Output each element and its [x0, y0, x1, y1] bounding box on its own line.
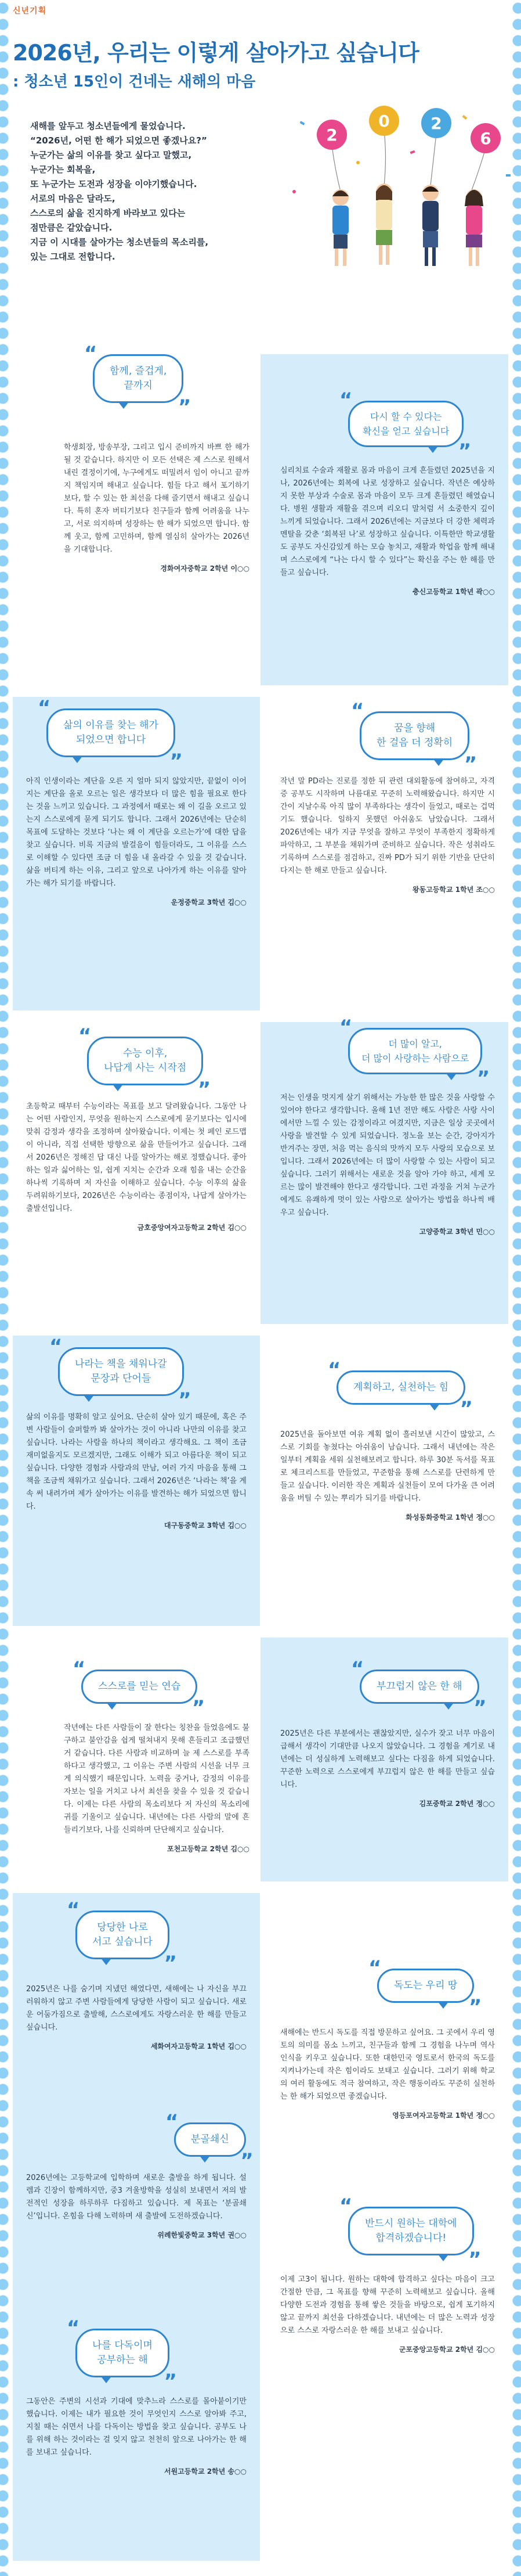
students-balloons-illustration [277, 105, 520, 273]
entry-body [280, 2273, 495, 2354]
quote-line: 더 많이 알고, [388, 1038, 442, 1049]
quote-bubble [67, 2316, 177, 2393]
entry-body [280, 1429, 495, 1522]
open-quote-icon: “ [84, 342, 97, 365]
entry-card [328, 1358, 505, 1420]
quote-line: 반드시 원하는 대학에 [365, 2218, 457, 2229]
quote-line: 문장과 단어들 [91, 1373, 151, 1384]
entry-signature: 경화여자중학교 2학년 이○○ [160, 564, 249, 573]
entry-text: 심리치료 수술과 재활로 몸과 마음이 크게 흔들렸던 2025년을 지나, 2026년에는 회복에 나로 성장하고 싶습니다. 작년은 예상하지 못한 부상과 수술로 몸과 마음이 모두 크게 흔들렸던 해였습니다. 병원 생활과 재활을 겪으며 리오디 말처럼 서 소중한지 깊이 느끼게 되었습니다. 그래서 2026년에는 지금보다 더 강한 체력과 멘탈을 갖춘 ‘회복된 나’로 성장하고 싶습니다. 이특한만 학교생활도 공부도 자신감있게 하는 모습 놓치고, 재활과 학업을 함께 해내며 스스로에게 “나는 다시 할 수 있다”는 확신을 주는 한 해를 만들고 싶습니다. [280, 466, 495, 577]
bubble-tail [437, 2001, 449, 2009]
close-quote-icon: ” [464, 753, 477, 776]
bubble-tail [71, 755, 83, 763]
bubble-tail [443, 1702, 454, 1710]
quote-line: 나를 다독이며 [92, 2340, 153, 2351]
intro-line: 또 누군가는 도전과 성장을 이야기했습니다. [30, 179, 197, 189]
close-quote-icon: ” [178, 1388, 191, 1412]
balloon [317, 120, 347, 150]
quote-bubble [38, 696, 183, 773]
svg-text:6: 6 [480, 129, 491, 148]
entry-body [280, 1728, 495, 1808]
quote-line: 나라는 책을 채워나갈 [75, 1358, 167, 1370]
entry-text: 학생회장, 방송부장, 그리고 입시 준비까지 바쁘 한 해가 될 것 같습니다. 하지만 이 모든 선택은 제 스스로 원해서 내린 결정이기에, 누구에게도 떠밀려서 임이 아니고 끝까지 책임지며 해내고 싶습니다. 힘들 다고 해서 포기하기보다, 할 수 있는 한 최선을 다해 즐기면서 해내고 싶습니다. 특히 혼자 버티기보다 친구들과 함께 어려움을 나누고, 서로 의지하며 성장하는 한 해가 되었으면 합니다. 함께 웃고, 함께 고민하며, 함께 열심히 살아가는 2026년을 기대합니다. [64, 443, 249, 554]
intro-line: 점만큼은 같았습니다. [30, 222, 113, 233]
quote-bubble [78, 1024, 211, 1101]
bubble-tail [429, 1403, 440, 1411]
quote-line: 분골쇄신 [191, 2134, 229, 2145]
entry-text: 2025년은 다른 부분에서는 괜찮았지만, 실수가 잦고 너무 마음이 급해서 생각이 기대만큼 나오지 않았습니다. 그 경험을 계기로 내년에는 더 성실하게 노력해보고 싶다는 다짐을 하게 되었습니다. 꾸준한 노력으로 스스로에게 부끄럽지 않은 한 해를 만들고 싶습니다. [280, 1729, 495, 1789]
bubble-tail [112, 1084, 124, 1091]
close-quote-icon: ” [164, 2370, 177, 2393]
quote-line: 삶의 이유를 찾는 해가 [63, 719, 159, 731]
entry-body [26, 2172, 247, 2240]
open-quote-icon: “ [165, 2110, 179, 2134]
quote-bubble [328, 1358, 473, 1420]
entry-body [280, 775, 495, 894]
bubble-tail [437, 2254, 449, 2261]
intro-line: 새해를 앞두고 청소년들에게 물었습니다. [30, 121, 186, 131]
close-quote-icon: ” [476, 1067, 490, 1090]
entry-body [280, 465, 495, 596]
entry-text: 작년 말 PD라는 진로를 정한 뒤 관련 대외활동에 참여하고, 자격증 공부도 시작하며 나름대로 꾸준히 노력해왔습니다. 하지만 시간이 지날수록 아직 많이 부족하다는 생각이 들었고, 때로는 겁먹기도 했습니다. 일하지 못했던 아쉬움도 남았습니다. 그래서 2026년에는 내가 지금 무엇을 잘하고 무엇이 부족한지 정확하게 파악하고, 그 부분을 채워가며 준비하고 싶습니다. 작은 성취라도 기록하며 스스로를 점검하고, 진짜 PD가 되기 위한 기반을 단단히 다지는 한 해로 만들고 싶습니다. [280, 777, 495, 875]
open-quote-icon: “ [339, 388, 353, 412]
page-subtitle: : 청소년 15인이 건네는 새해의 마음 [13, 73, 256, 91]
quote-line: 다시 할 수 있다는 [370, 411, 442, 422]
entry-text: 새해에는 반드시 독도를 직접 방문하고 싶어요. 그 곳에서 우리 영토의 의미를 몸소 느끼고, 친구들과 함께 그 경험을 나누며 역사 인식을 키우고 싶습니다. 또한 대한민국 영토로서 한국의 독도를 지켜나가는데 작은 힘이라도 보태고 싶습니다. 그러기 위해 학교의 여러 활동에도 적극 참여하고, 작은 행동이라도 꾸준히 실천하는 한 해가 되었으면 좋겠습니다. [280, 2028, 495, 2101]
entry-signature: 충신고등학교 1학년 곽○○ [413, 588, 495, 596]
entry-signature: 서원고등학교 2학년 송○○ [164, 2467, 247, 2476]
bubble-tail [106, 1702, 118, 1710]
open-quote-icon: “ [351, 1657, 364, 1681]
close-quote-icon: ” [460, 1397, 473, 1420]
entry-body [26, 1983, 247, 2051]
bubble-tail [118, 401, 129, 409]
quote-line: 합격하겠습니다! [375, 2232, 447, 2244]
close-quote-icon: ” [164, 1952, 177, 1975]
quote-line: 공부하는 해 [97, 2354, 148, 2366]
open-quote-icon: “ [49, 1335, 63, 1358]
quote-line: 서고 싶습니다 [92, 1936, 153, 1948]
open-quote-icon: “ [78, 1024, 92, 1048]
entry-signature: 위례한빛중학교 3학년 권○○ [157, 2231, 247, 2239]
entry-signature: 포천고등학교 2학년 김○○ [167, 1845, 249, 1853]
entry-text: 초등학교 때부터 수능이라는 목표를 보고 달려왔습니다. 그동안 나는 어떤 사람인지, 무엇을 원하는지 스스로에게 묻기보다는 입시에 맞춰 감정과 생각을 조정하며 살아왔습니다. 이제는 첫 페인 로드맵이 아니라, 직접 선택한 방향으로 삶을 만들어가고 싶습니다. 그래서 2026년은 정해진 답 대신 나를 알아가는 해로 정했습니다. 좋아하는 일과 싫어하는 일, 쉽게 지치는 순간과 오래 힘을 내는 순간을 하나씩 기록하며 저 자신을 이해하고 싶습니다. 수능 이후의 삶을 두려워하기보다, 2026년은 수능이라는 종점이자, 나답게 살아가는 출발선입니다. [26, 1102, 247, 1213]
quote-line: 확신을 얻고 싶습니다 [363, 426, 450, 437]
close-quote-icon: ” [197, 1078, 211, 1101]
entry-card [67, 1898, 249, 1975]
open-quote-icon: “ [339, 2194, 353, 2218]
intro-line: 서로의 마음은 달라도, [30, 193, 115, 204]
quote-line: 스스로를 믿는 연습 [98, 1681, 181, 1692]
intro-paragraph [30, 119, 274, 264]
intro-line: 지금 이 시대를 살아가는 청소년들의 목소리를, [30, 237, 209, 247]
quote-line: 수능 이후, [122, 1048, 168, 1059]
entry-card [339, 388, 505, 463]
close-quote-icon: ” [468, 1995, 482, 2019]
intro-line: 있는 그대로 전합니다. [30, 251, 115, 262]
entry-card [73, 1657, 255, 1719]
quote-line: 끝까지 [124, 380, 153, 391]
close-quote-icon: ” [169, 750, 183, 773]
entry-body [26, 775, 247, 907]
entry-text: 이제 고3이 됩니다. 원하는 대학에 합격하고 싶다는 마음이 크고 간절한 만큼, 그 목표를 향해 꾸준히 노력해보고 싶습니다. 올해 다양한 도전과 경험을 통해 쌓은 것들을 바탕으로, 쉽게 포기하지 않고 끝까지 최선을 다하겠습니다. 내년에는 더 많은 노력과 성장으로 스스로 자랑스러운 한 해를 보내고 싶습니다. [280, 2275, 495, 2335]
quote-bubble [339, 388, 472, 463]
close-quote-icon: ” [458, 440, 472, 463]
entry-card [165, 2110, 255, 2172]
entry-card [64, 342, 255, 419]
quote-bubble [368, 1956, 482, 2019]
open-quote-icon: “ [73, 1657, 86, 1681]
open-quote-icon: “ [38, 696, 51, 719]
close-quote-icon: ” [473, 1696, 487, 1719]
entry-text: 2025년을 돌아보면 여유 계획 없이 흘러보낸 시간이 많았고, 스스로 기회를 놓쳤다는 아쉬움이 남습니다. 그래서 내년에는 작은 일부터 계획을 세워 실천해보려고 합니다. 하루 30분 독서를 목표로 체크리스트를 만들었고, 꾸준함을 통해 스스로를 단련하게 만들고 싶습니다. 이러한 작은 계획과 실천들이 모여 다가올 큰 어려움을 버틸 수 있는 뿌리가 되기를 바랍니다. [280, 1430, 495, 1503]
entry-body [280, 1092, 495, 1236]
entry-card [351, 1657, 505, 1719]
quote-line: 계획하고, 실천하는 힘 [353, 1381, 449, 1393]
close-quote-icon: ” [191, 1696, 205, 1719]
intro-line: 누군가는 회복을, [30, 164, 96, 175]
entry-body [64, 1722, 249, 1854]
entry-text: 삶의 이유를 명확히 알고 싶어요. 단순히 살아 있기 때문에, 혹은 주변 사람들이 슬퍼할까 봐 살아가는 것이 아니라 나만의 이유를 찾고 싶습니다. 나라는 사람을 하나의 책이라고 생각해요. 그 책이 조금 재미없을지도 모르겠지만, 그래도 이해가 되고 아름다운 책이 되고 싶습니다. 다양한 경험과 사람과의 만남, 여러 가지 마음을 통해 그 책을 조금씩 채워가고 싶습니다. 그래서 2026년은 ‘나라는 책’을 계속 써 내려가며 제가 살아가는 이유를 발견하는 해가 되었으면 합니다. [26, 1413, 247, 1511]
entry-signature: 김포중학교 2학년 정○○ [419, 1800, 495, 1808]
entry-signature: 고양중학교 3학년 민○○ [419, 1228, 495, 1236]
open-quote-icon: “ [351, 699, 364, 722]
quote-line: 한 걸음 더 정확히 [377, 737, 453, 749]
entry-signature: 왕동고등학교 1학년 조○○ [413, 886, 495, 894]
quote-bubble [351, 699, 477, 776]
open-quote-icon: “ [328, 1358, 341, 1381]
open-quote-icon: “ [67, 1898, 80, 1922]
svg-text:0: 0 [378, 111, 390, 131]
close-quote-icon: ” [240, 2149, 254, 2172]
entry-signature: 화성동화중학교 1학년 정○○ [406, 1513, 495, 1521]
quote-bubble [84, 342, 191, 419]
quote-line: 당당한 나로 [97, 1922, 148, 1933]
quote-line: 꿈을 향해 [394, 722, 436, 734]
open-quote-icon: “ [67, 2316, 80, 2340]
quote-bubble [49, 1335, 191, 1412]
entry-card [339, 1016, 505, 1090]
entry-card [339, 2194, 505, 2271]
quote-bubble [339, 2194, 482, 2271]
student-figure [465, 189, 483, 266]
balloon [421, 108, 451, 138]
entry-body [64, 441, 249, 573]
quote-line: 나답게 사는 시작점 [104, 1062, 187, 1074]
intro-line: 누군가는 삶의 이유를 찾고 싶다고 말했고, [30, 150, 192, 160]
bubble-tail [446, 1073, 457, 1080]
bubble-tail [427, 445, 439, 453]
entry-body [280, 2027, 495, 2120]
entry-body [26, 1411, 247, 1530]
bubble-tail [199, 2155, 211, 2163]
entry-body [26, 1100, 247, 1232]
left-border-dots [0, 0, 10, 2576]
entry-text: 2026년에는 고등학교에 입학하며 새로운 출발을 하게 됩니다. 설렘과 긴장이 함께하지만, 중3 겨울방학을 성실히 보내면서 저의 발전적인 성장을 하루하루 다짐하고 있습니다. 제 목표는 ‘분골쇄신’입니다. 온힘을 다해 노력하며 새 출발에 도전하겠습니다. [26, 2174, 247, 2221]
intro-line: 스스로의 삶을 진지하게 바라보고 있다는 [30, 208, 186, 218]
quote-bubble [67, 1898, 177, 1975]
entry-signature: 운정중학교 3학년 김○○ [171, 898, 247, 906]
entry-signature: 군포중앙고등학교 2학년 김○○ [399, 2345, 495, 2354]
quote-bubble [339, 1016, 490, 1090]
entry-signature: 금호중앙여자고등학교 2학년 김○○ [137, 1224, 247, 1232]
entry-body [26, 2395, 247, 2476]
student-figure [376, 184, 392, 265]
svg-text:2: 2 [326, 125, 338, 145]
open-quote-icon: “ [339, 1016, 353, 1039]
entry-signature: 영등포여자고등학교 1학년 정○○ [392, 2111, 495, 2120]
entry-card [368, 1956, 505, 2019]
quote-line: 더 많이 사랑하는 사람으로 [361, 1053, 469, 1064]
entry-text: 작년에는 다른 사람들이 잘 한다는 칭찬을 들었음에도 불구하고 불안감을 쉽게 떨쳐내지 못해 흔들리고 조급했던 거 같습니다. 다른 사람과 비교하며 늘 제 스스로를 부족하다고 생각했고, 그 이유는 주변 사람의 시선을 너무 크게 의식했기 때문입니다. 노력을 중거나, 감정의 이유를 자보는 일을 거치고 나서 최선을 찾을 수 있을 것 같습니다. 이제는 다른 사람의 목소리보다 저 자신의 목소리에 귀를 기울이고 싶습니다. 내년에는 다른 사람의 말에 흔들리기보다, 나를 신뢰하며 단단해지고 싶습니다. [64, 1724, 249, 1834]
entry-card [46, 1335, 255, 1412]
intro-line: “2026년, 어떤 한 해가 되었으면 좋겠나요?” [30, 135, 207, 146]
entry-signature: 대구동중학교 3학년 김○○ [164, 1521, 247, 1530]
balloon [471, 123, 501, 153]
balloon-strings [332, 131, 486, 192]
close-quote-icon: ” [468, 2248, 482, 2271]
page-title: 2026년, 우리는 이렇게 살아가고 싶습니다 [13, 40, 419, 66]
entry-text: 아직 인생이라는 계단을 오른 지 얼마 되지 않았지만, 끝없이 이어지는 계단을 올로 오르는 일은 생각보다 더 많은 힘을 필요로 한다는 것을 느끼고 있습니다. 그 과정에서 때로는 왜 이 길을 오르고 있는지 스스로에게 묻게 되기도 합니다. 그래서 2026년에는 단순히 목표에 도달하는 것보다 ‘나는 왜 이 계단을 오르는가’에 대한 답을 찾고 싶습니다. 비록 지금의 발걸음이 힘들더라도, 그 이유를 스스로 이해할 수 있다면 조금 더 힘을 내 올라갈 수 있을 것 같습니다. 삶을 버티게 하는 이유, 그리고 앞으로 나아가게 하는 이유를 알아가는 해가 되기를 바랍니다. [26, 777, 247, 888]
right-border-dots [511, 0, 521, 2576]
section-kicker: 신년기획 [13, 6, 47, 16]
quote-line: 독도는 우리 땅 [394, 1980, 458, 1991]
quote-line: 되었으면 합니다 [75, 734, 146, 746]
entry-text: 그동안은 주변의 시선과 기대에 맞추느라 스스로를 몰아붙이기만 했습니다. 이제는 내가 필요한 것이 무엇인지 스스로 알아봐 주고, 지칠 때는 쉬면서 나를 다독이는 방법을 찾고 싶습니다. 공부도 나를 위해 하는 것이라는 걸 잊지 않고 천천히 앞으로 나아가는 한 해를 보내고 싶습니다. [26, 2397, 247, 2457]
entry-card [52, 1024, 249, 1101]
bubble-tail [433, 758, 444, 766]
entry-card [35, 696, 255, 773]
entry-text: 저는 인생을 멋지게 살기 위해서는 가능한 한 많은 것을 사랑할 수 있어야 한다고 생각합니다. 올해 1년 전만 해도 사람은 사랑 사이에서만 느낄 수 있는 감정이라고 여겼지만, 지금은 일상 곳곳에서 사랑을 발견할 수 있게 되었습니다. 정노을 보는 순간, 강아지가 반겨주는 장면, 처음 먹는 음식의 맛까지 모두 사랑의 모습으로 보입니다. 그래서 2026년에는 더 많이 사랑할 수 있는 사람이 되고 싶습니다. 그러기 위해서는 새로운 것을 알아 가야 하고, 세계 모르는 많이 발견해야 한다고 생각합니다. 그런 과정을 거쳐 누군가에게도 유쾌하게 멋이 있는 사람으로 살아가는 방법을 하나씩 배우고 싶습니다. [280, 1093, 495, 1217]
quote-bubble [351, 1657, 487, 1719]
close-quote-icon: ” [178, 395, 191, 419]
student-figure [422, 185, 439, 266]
entry-signature: 세화여자고등학교 1학년 김○○ [150, 2042, 247, 2050]
quote-line: 부끄럽지 않은 한 해 [377, 1681, 462, 1692]
entry-card [67, 2316, 249, 2393]
entry-text: 2025년은 나를 숨기며 지냈던 해였다면, 새해에는 나 자신을 부끄러워하지 않고 주변 사람들에게 당당한 사람이 되고 싶습니다. 새로운 어둠가짐으로 출발해, 스스로에게도 자랑스러운 한 해를 만들고 싶습니다. [26, 1985, 247, 2032]
open-quote-icon: “ [368, 1956, 382, 1980]
quote-line: 함께, 즐겁게, [110, 365, 167, 377]
bubble-tail [100, 1958, 112, 1965]
balloon [369, 106, 399, 136]
bubble-tail [100, 2376, 112, 2383]
bubble-tail [83, 1394, 95, 1402]
quote-bubble [165, 2110, 254, 2172]
entry-card [351, 699, 505, 776]
student-figure [332, 189, 349, 266]
quote-bubble [73, 1657, 205, 1719]
svg-text:2: 2 [430, 114, 442, 133]
